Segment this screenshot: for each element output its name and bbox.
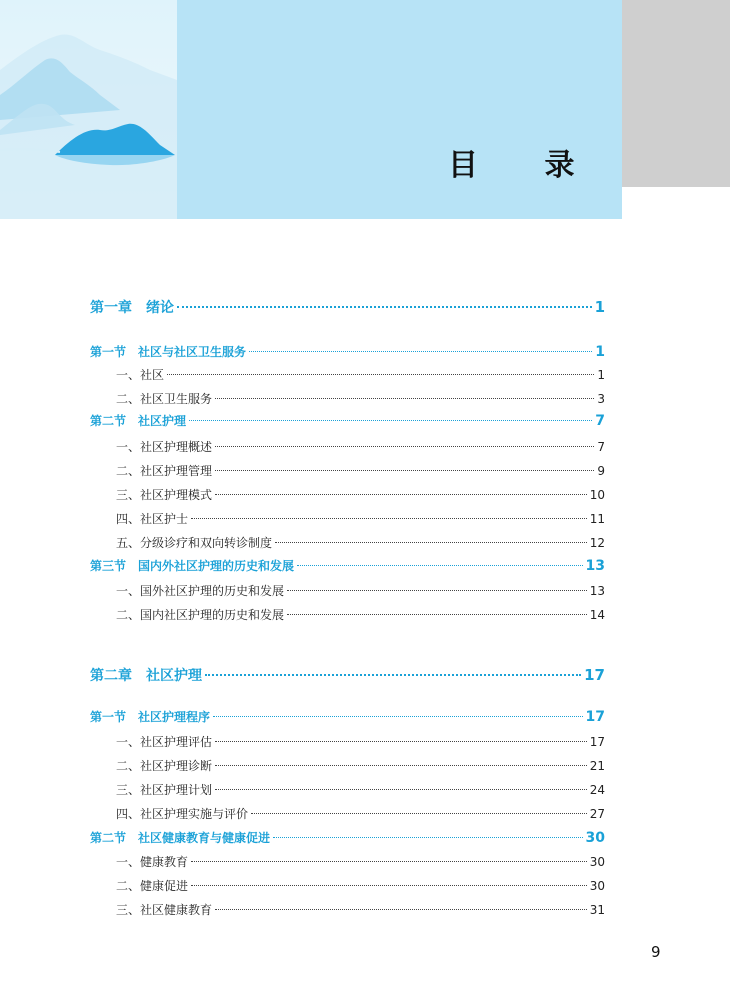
toc-entry-page: 27 xyxy=(589,807,605,821)
toc-entry-page: 31 xyxy=(589,903,605,917)
toc-item[interactable] xyxy=(116,390,605,407)
toc-entry-page: 1 xyxy=(595,344,605,360)
toc-entry-title: 三、社区健康教育 xyxy=(116,903,213,917)
page-number: 9 xyxy=(651,943,661,961)
dot-leader xyxy=(287,590,587,591)
toc-entry-title: 二、社区护理诊断 xyxy=(116,759,213,773)
toc-item[interactable] xyxy=(116,853,605,870)
dot-leader xyxy=(177,306,592,308)
toc-entry-page: 21 xyxy=(589,759,605,773)
toc-entry-page: 3 xyxy=(597,392,605,406)
toc-item[interactable] xyxy=(116,805,605,822)
toc-entry-page: 13 xyxy=(585,558,605,574)
toc-item[interactable] xyxy=(116,366,605,383)
toc-entry-title: 第一节 社区护理程序 xyxy=(90,710,211,724)
toc-section[interactable] xyxy=(90,557,605,574)
toc-item[interactable] xyxy=(116,877,605,894)
toc-entry-page: 17 xyxy=(585,709,605,725)
toc-entry-page: 7 xyxy=(597,440,605,454)
dot-leader xyxy=(251,813,587,814)
toc-entry-title: 第二章 社区护理 xyxy=(90,668,202,684)
dot-leader xyxy=(189,420,592,421)
dot-leader xyxy=(191,861,587,862)
toc-entry-page: 17 xyxy=(584,666,605,684)
toc-entry-title: 四、社区护士 xyxy=(116,512,189,526)
toc-entry-title: 一、社区护理概述 xyxy=(116,440,213,454)
toc-chapter[interactable] xyxy=(90,665,605,685)
toc-section[interactable] xyxy=(90,829,605,846)
dot-leader xyxy=(215,765,587,766)
toc-chapter[interactable] xyxy=(90,297,605,317)
toc-entry-title: 第一章 绪论 xyxy=(90,300,174,316)
toc-item[interactable] xyxy=(116,781,605,798)
dot-leader xyxy=(275,542,587,543)
toc-item[interactable] xyxy=(116,438,605,455)
toc-entry-title: 二、国内社区护理的历史和发展 xyxy=(116,608,285,622)
toc-item[interactable] xyxy=(116,534,605,551)
toc-entry-title: 第二节 社区护理 xyxy=(90,414,187,428)
toc-entry-title: 三、社区护理计划 xyxy=(116,783,213,797)
toc-section[interactable] xyxy=(90,412,605,429)
toc-entry-page: 24 xyxy=(589,783,605,797)
toc-item[interactable] xyxy=(116,606,605,623)
toc-entry-title: 五、分级诊疗和双向转诊制度 xyxy=(116,536,273,550)
toc-entry-page: 1 xyxy=(594,298,605,316)
toc-entry-page: 14 xyxy=(589,608,605,622)
toc-entry-page: 1 xyxy=(597,368,605,382)
dot-leader xyxy=(215,398,594,399)
toc-item[interactable] xyxy=(116,510,605,527)
dot-leader xyxy=(213,716,583,717)
dot-leader xyxy=(167,374,594,375)
toc-item[interactable] xyxy=(116,486,605,503)
toc-entry-page: 11 xyxy=(589,512,605,526)
dot-leader xyxy=(215,470,594,471)
toc-item[interactable] xyxy=(116,582,605,599)
toc-entry-title: 一、社区护理评估 xyxy=(116,735,213,749)
page-title: 目 录 xyxy=(448,148,603,183)
toc-entry-page: 10 xyxy=(589,488,605,502)
toc-entry-page: 13 xyxy=(589,584,605,598)
dot-leader xyxy=(215,494,587,495)
toc-entry-title: 一、社区 xyxy=(116,368,165,382)
dot-leader xyxy=(215,741,587,742)
dot-leader xyxy=(249,351,592,352)
toc-entry-page: 7 xyxy=(595,413,605,429)
toc-item[interactable] xyxy=(116,733,605,750)
toc-entry-title: 一、国外社区护理的历史和发展 xyxy=(116,584,285,598)
toc-item[interactable] xyxy=(116,462,605,479)
toc-entry-title: 第一节 社区与社区卫生服务 xyxy=(90,345,247,359)
toc-section[interactable] xyxy=(90,708,605,725)
toc-entry-title: 二、社区卫生服务 xyxy=(116,392,213,406)
dot-leader xyxy=(215,909,587,910)
toc-entry-title: 第三节 国内外社区护理的历史和发展 xyxy=(90,559,295,573)
dot-leader xyxy=(215,446,594,447)
toc-item[interactable] xyxy=(116,901,605,918)
dot-leader xyxy=(205,674,581,676)
toc-entry-title: 二、健康促进 xyxy=(116,879,189,893)
toc-entry-title: 一、健康教育 xyxy=(116,855,189,869)
toc-entry-page: 30 xyxy=(589,855,605,869)
toc-entry-page: 30 xyxy=(585,830,605,846)
toc-entry-page: 12 xyxy=(589,536,605,550)
dot-leader xyxy=(215,789,587,790)
dot-leader xyxy=(297,565,583,566)
toc-entry-title: 四、社区护理实施与评价 xyxy=(116,807,249,821)
toc-entry-title: 第二节 社区健康教育与健康促进 xyxy=(90,831,271,845)
toc-entry-page: 17 xyxy=(589,735,605,749)
toc-section[interactable] xyxy=(90,343,605,360)
toc-item[interactable] xyxy=(116,757,605,774)
dot-leader xyxy=(287,614,587,615)
toc-entry-page: 9 xyxy=(597,464,605,478)
dot-leader xyxy=(191,885,587,886)
toc-entry-page: 30 xyxy=(589,879,605,893)
toc-entry-title: 二、社区护理管理 xyxy=(116,464,213,478)
toc-entry-title: 三、社区护理模式 xyxy=(116,488,213,502)
dot-leader xyxy=(191,518,587,519)
dot-leader xyxy=(273,837,583,838)
